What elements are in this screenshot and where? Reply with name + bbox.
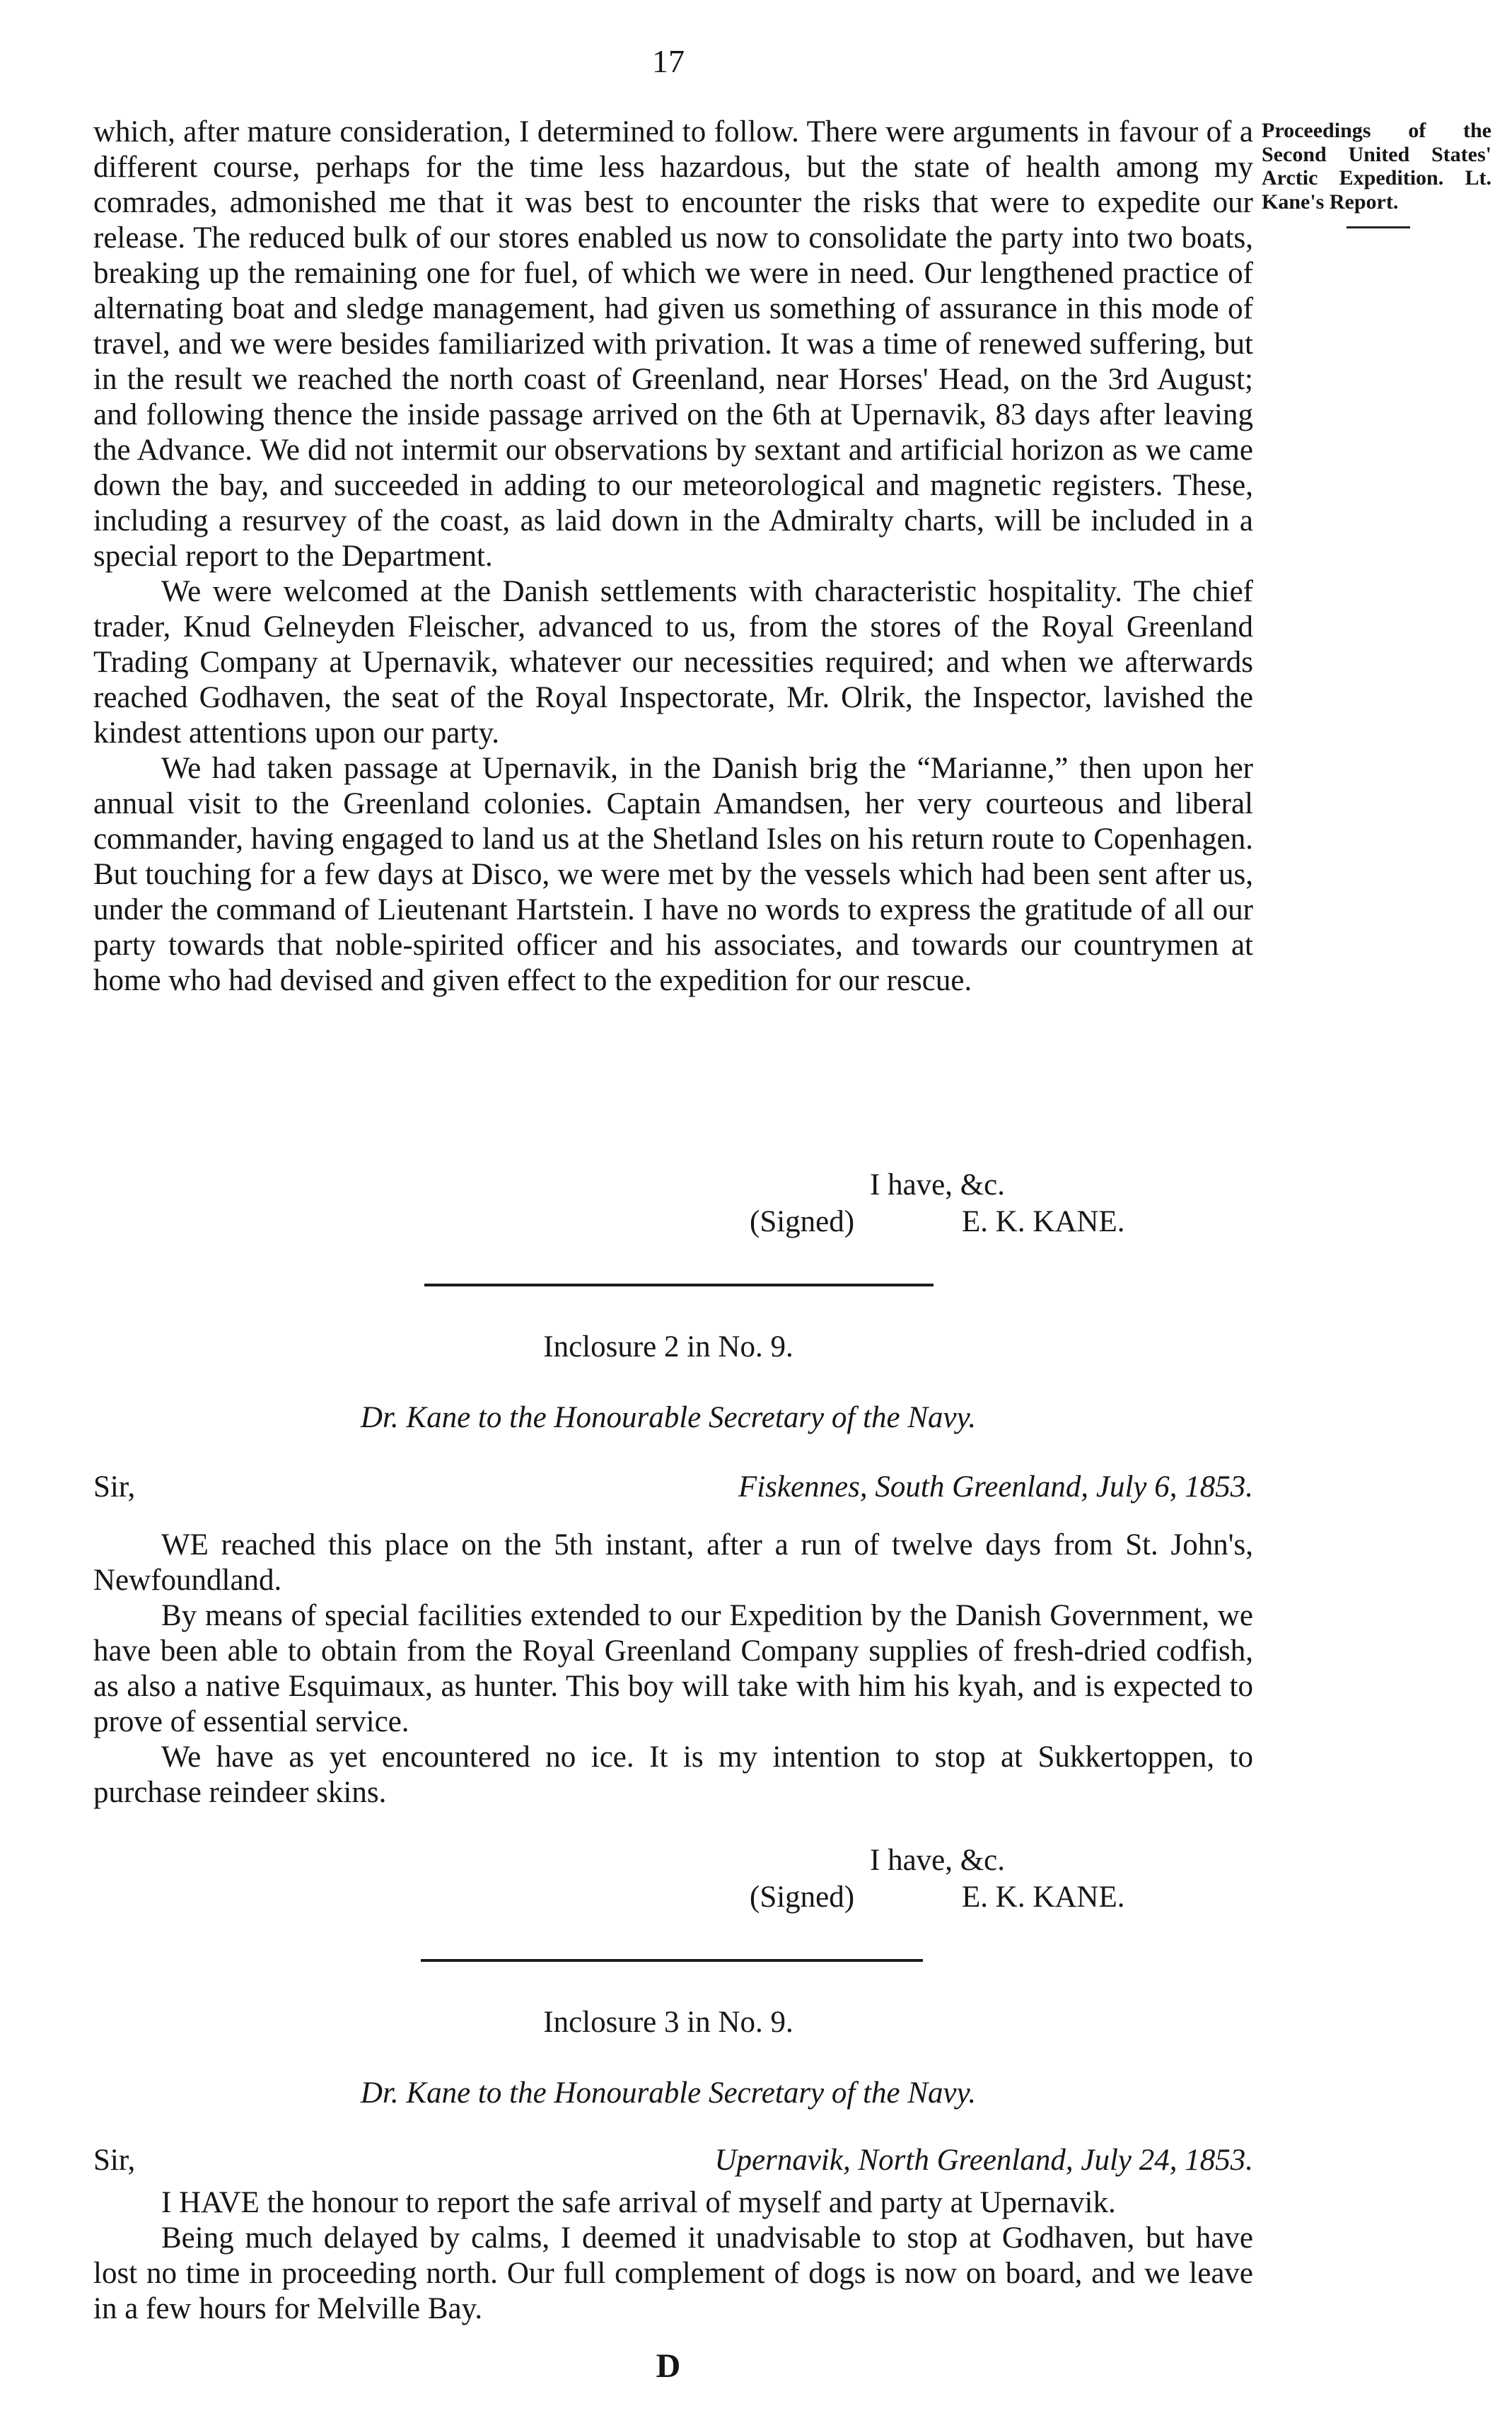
closing: I have, &c.: [870, 1168, 1006, 1202]
section-divider: [424, 1284, 934, 1286]
paragraph: I HAVE the honour to report the safe arrival of myself and party at Upernavik.: [161, 2186, 1116, 2219]
enclosure-subheading: Dr. Kane to the Honourable Secretary of the Navy.: [360, 1401, 977, 1434]
place-date: Upernavik, North Greenland, July 24, 1853.: [714, 2144, 1253, 2177]
paragraph: By means of special facilities extended to our Expedition by the Danish Government, we have been able to obtain from the Royal Greenland Company supplies of fresh-dried codfish, as also a native Esquimaux, as hunter. This boy will take with him his kyah, and is expected to prove of essential service.: [93, 1599, 1253, 1738]
signature: E. K. KANE.: [962, 1205, 1125, 1238]
closing: I have, &c.: [870, 1844, 1006, 1877]
salutation-line: [93, 1470, 1253, 1504]
enclosure-heading: Inclosure 2 in No. 9.: [543, 1330, 793, 1364]
section-divider: [421, 1959, 923, 1962]
paragraph: We had taken passage at Upernavik, in the Danish brig the “Marianne,” then upon her annual visit to the Greenland colonies. Captain Amandsen, her very courteous and liberal commander, having engaged to land us at the Shetland Isles on his return route to Copenhagen. But touching for a few days at Disco, we were met by the vessels which had been sent after us, under the command of Lieutenant Hartstein. I have no words to express the gratitude of all our party towards that noble-spirited officer and his associates, and towards our countrymen at home who had devised and given effect to the expedition for our rescue.: [93, 752, 1253, 997]
letter-body: [93, 1528, 1253, 1810]
paragraph: which, after mature consideration, I determined to follow. There were arguments in favour of a different course, perhaps for the time less hazardous, but the state of health among my comrades, admonished me that it was best to encounter the risks that were to expedite our release. The reduced bulk of our stores enabled us now to consolidate the party into two boats, breaking up the remaining one for fuel, of which we were in need. Our lengthened practice of alternating boat and sledge management, had given us something of assurance in this mode of travel, and we were besides familiarized with privation. It was a time of renewed suffering, but in the result we reached the north coast of Greenland, near Horses' Head, on the 3rd August; and following thence the inside passage arrived on the 6th at Upernavik, 83 days after leaving the Advance. We did not intermit our observations by sextant and artificial horizon as we came down the bay, and succeeded in adding to our meteorological and magnetic registers. These, including a resurvey of the coast, as laid down in the Admiralty charts, will be included in a special report to the Department.: [93, 115, 1253, 573]
signoff: [750, 1842, 1125, 1916]
margin-note: [1262, 119, 1491, 228]
place-date: Fiskennes, South Greenland, July 6, 1853.: [738, 1470, 1253, 1504]
signed-label: (Signed): [750, 1881, 855, 1914]
paragraph: We have as yet encountered no ice. It is my intention to stop at Sukkertoppen, to purchase reindeer skins.: [93, 1740, 1253, 1809]
paragraph: Being much delayed by calms, I deemed it unadvisable to stop at Godhaven, but have lost no time in proceeding north. Our full complement of dogs is now on board, and we leave in a few hours for Melville Bay.: [93, 2221, 1253, 2325]
signature: E. K. KANE.: [962, 1881, 1125, 1914]
margin-note-divider: [1347, 226, 1410, 228]
salutation: Sir,: [93, 1470, 136, 1504]
page-number: 17: [652, 43, 685, 79]
letter-body: [93, 2185, 1253, 2327]
salutation: Sir,: [93, 2144, 136, 2177]
paragraph: We were welcomed at the Danish settlements with characteristic hospitality. The chief trader, Knud Gelneyden Fleischer, advanced to us, from the stores of the Royal Greenland Trading Company at Upernavik, whatever our necessities required; and when we afterwards reached Godhaven, the seat of the Royal Inspectorate, Mr. Olrik, the Inspector, lavished the kindest attentions upon our party.: [93, 575, 1253, 750]
salutation-line: [93, 2143, 1253, 2178]
enclosure-subheading: Dr. Kane to the Honourable Secretary of the Navy.: [360, 2076, 977, 2110]
enclosure-heading: Inclosure 3 in No. 9.: [543, 2006, 793, 2039]
signoff: [750, 1167, 1125, 1240]
paragraph: WE reached this place on the 5th instant, after a run of twelve days from St. John's, Newfoundland.: [93, 1528, 1253, 1597]
signed-label: (Signed): [750, 1205, 855, 1238]
margin-note-text: Proceedings of the Second United States' Arctic Expedition. Lt. Kane's Report.: [1262, 119, 1491, 214]
letter-body: [93, 115, 1253, 999]
signature-mark: D: [656, 2347, 681, 2385]
